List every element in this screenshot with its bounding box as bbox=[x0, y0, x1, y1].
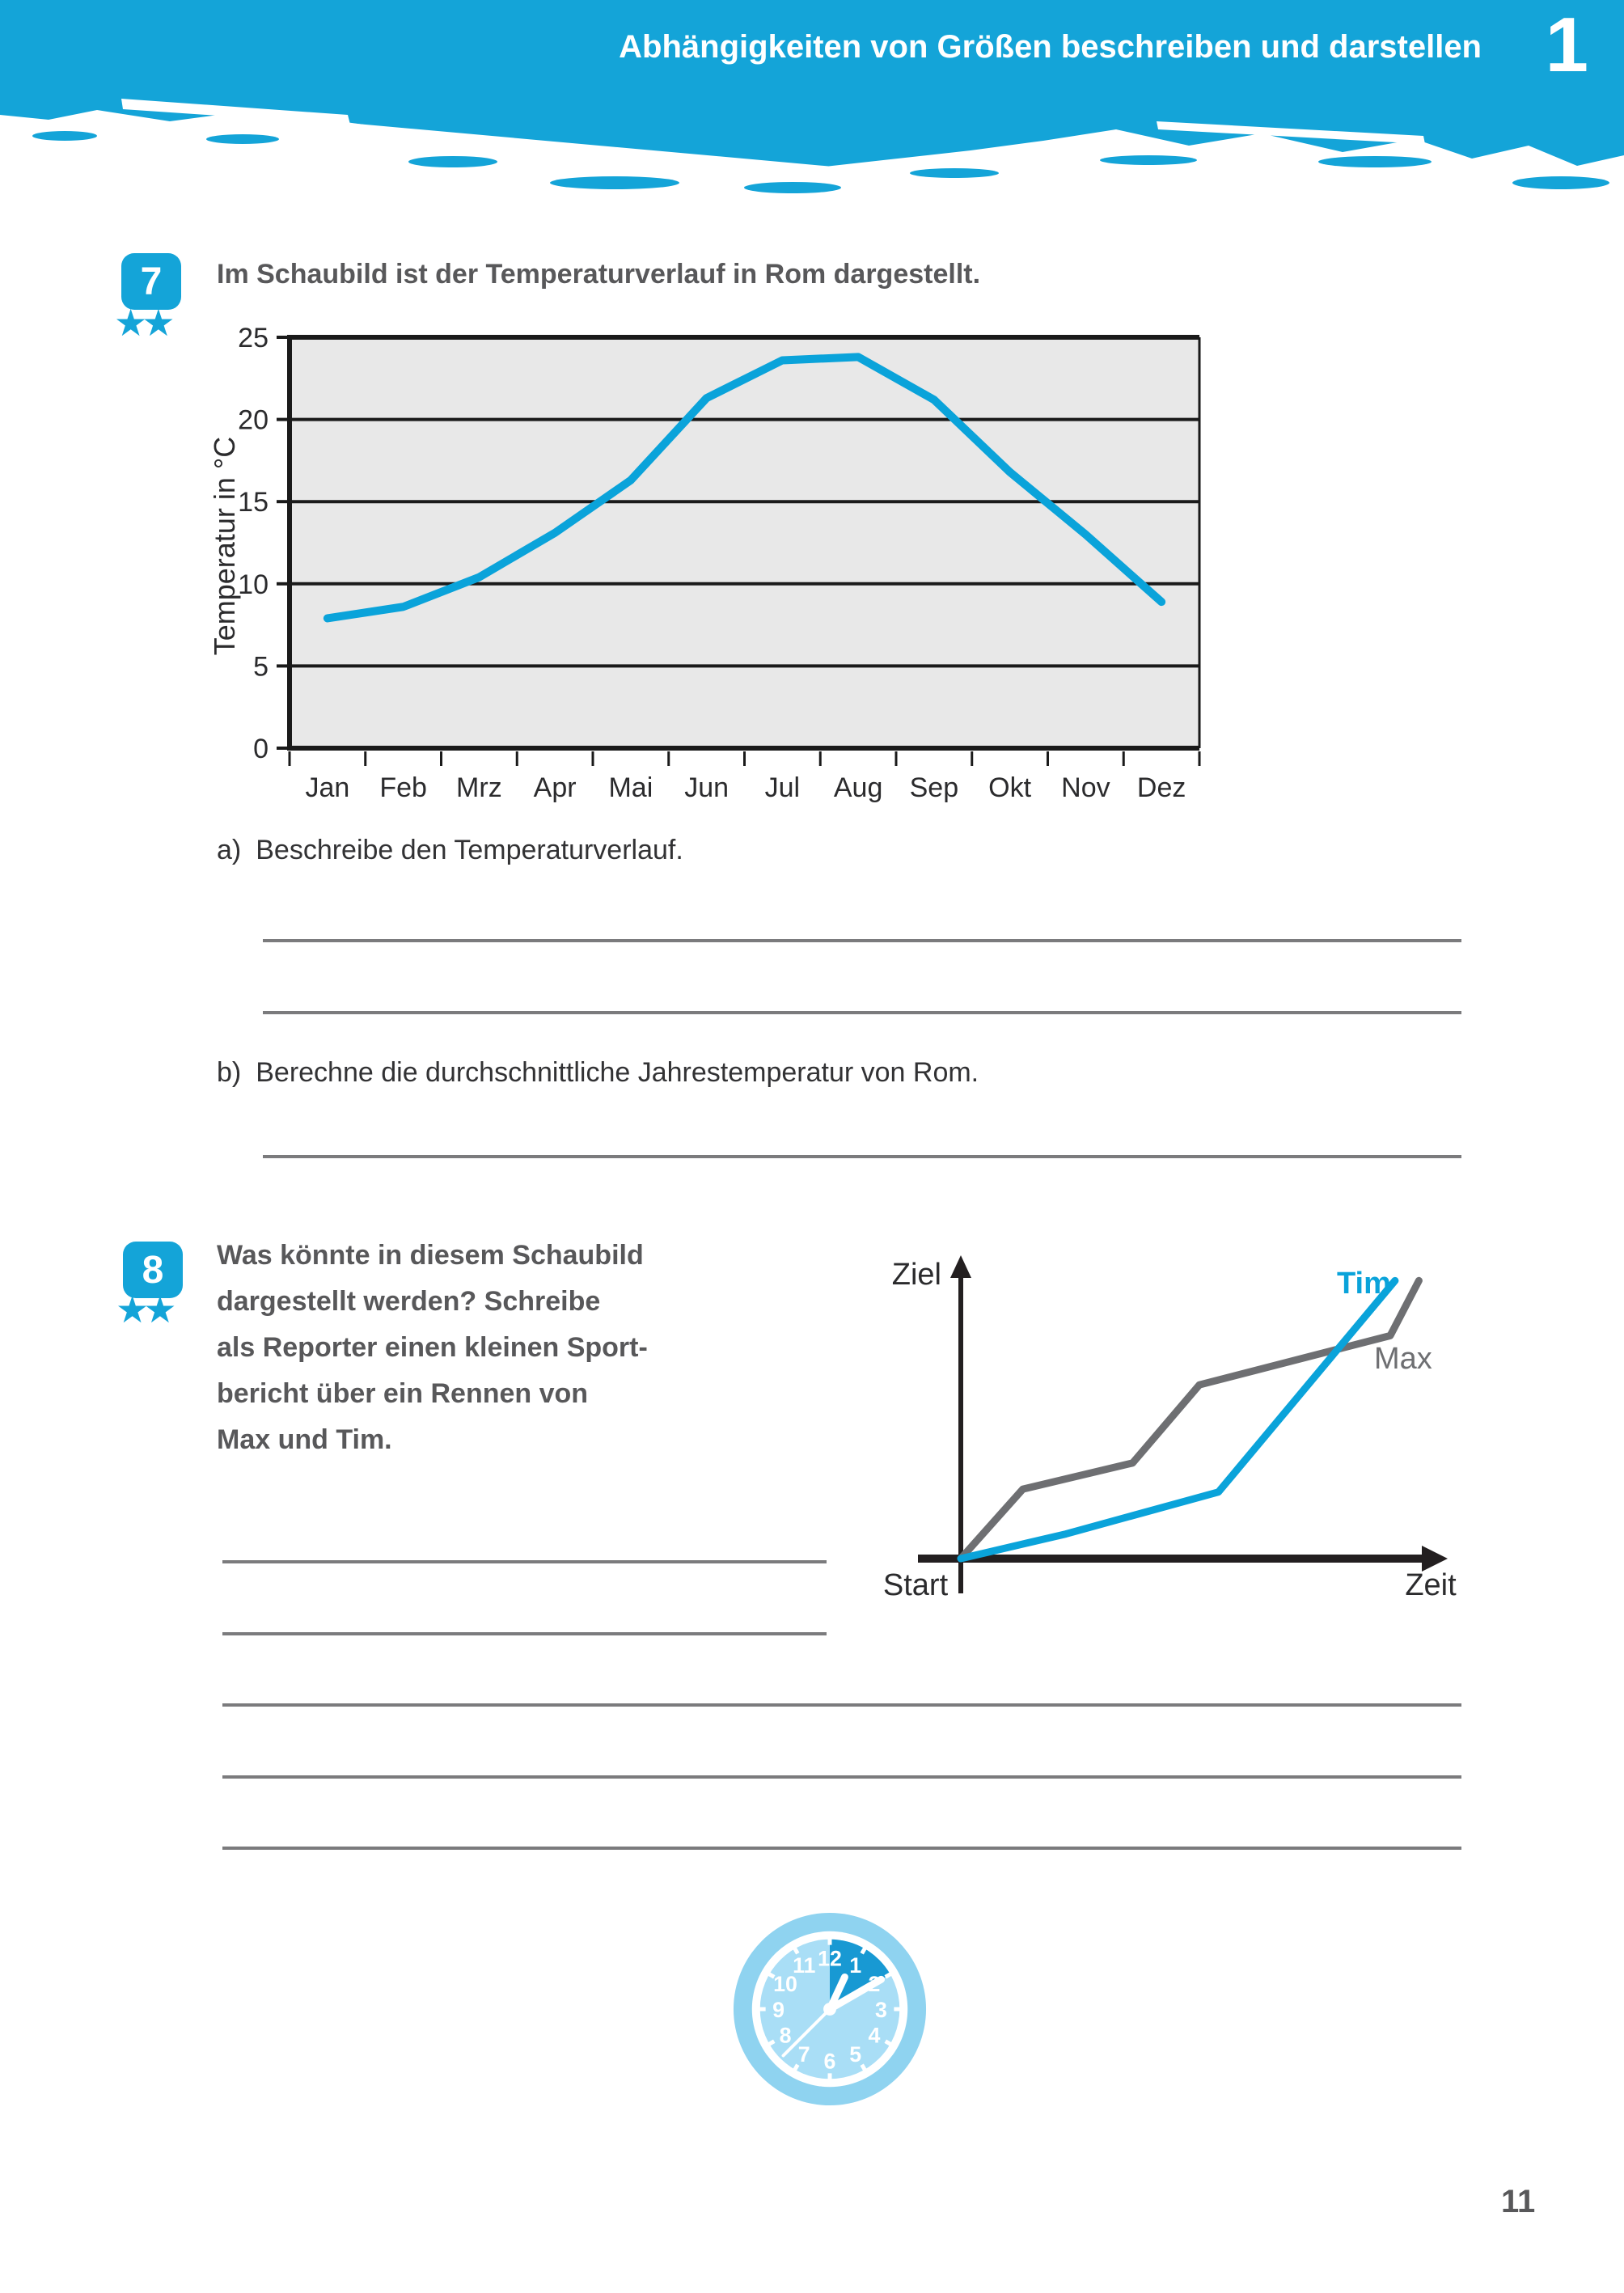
svg-text:7: 7 bbox=[797, 2041, 810, 2067]
svg-text:Jul: Jul bbox=[764, 772, 801, 803]
svg-text:Okt: Okt bbox=[988, 772, 1032, 803]
temperature-line-chart bbox=[186, 319, 1254, 829]
svg-text:Temperatur in °C: Temperatur in °C bbox=[208, 436, 241, 656]
svg-text:Tim: Tim bbox=[1337, 1267, 1391, 1301]
race-distance-time-chart bbox=[857, 1213, 1504, 1634]
task8-text bbox=[217, 1233, 648, 1463]
svg-text:Aug: Aug bbox=[833, 772, 883, 803]
task8-number: 8 bbox=[142, 1248, 164, 1292]
svg-text:Apr: Apr bbox=[533, 772, 577, 803]
task7-number: 7 bbox=[140, 260, 163, 303]
svg-text:Dez: Dez bbox=[1136, 772, 1186, 803]
svg-text:Jun: Jun bbox=[684, 772, 730, 803]
answer-line bbox=[222, 1632, 827, 1635]
svg-text:0: 0 bbox=[253, 734, 269, 764]
answer-line bbox=[222, 1560, 827, 1563]
svg-text:12: 12 bbox=[818, 1946, 842, 1971]
page-title: Abhängigkeiten von Größen beschreiben und darstellen bbox=[619, 29, 1482, 65]
clock-icon bbox=[730, 1909, 930, 2109]
svg-text:10: 10 bbox=[238, 569, 269, 600]
part-a-label: a) bbox=[217, 835, 242, 865]
svg-text:Max: Max bbox=[1374, 1342, 1432, 1376]
answer-line bbox=[222, 1775, 1461, 1779]
svg-text:Mrz: Mrz bbox=[456, 772, 502, 803]
task8-line: als Reporter einen kleinen Sport- bbox=[217, 1332, 648, 1363]
svg-text:Zeit: Zeit bbox=[1405, 1568, 1457, 1602]
task8-difficulty-stars bbox=[116, 1288, 171, 1331]
svg-text:Sep: Sep bbox=[909, 772, 959, 803]
chapter-number: 1 bbox=[1545, 2, 1588, 88]
part-a-text: Beschreibe den Temperaturverlauf. bbox=[256, 835, 683, 865]
task8-line: bericht über ein Rennen von bbox=[217, 1378, 589, 1409]
answer-line bbox=[263, 1011, 1461, 1014]
star-icon: ★ bbox=[142, 302, 170, 344]
answer-line bbox=[222, 1847, 1461, 1850]
svg-text:15: 15 bbox=[238, 487, 269, 518]
answer-line bbox=[263, 1155, 1461, 1158]
part-b-text: Berechne die durchschnittliche Jahrestemperatur von Rom. bbox=[256, 1057, 979, 1088]
answer-line bbox=[222, 1703, 1461, 1707]
svg-text:10: 10 bbox=[773, 1972, 797, 1997]
svg-text:Feb: Feb bbox=[379, 772, 427, 803]
svg-text:5: 5 bbox=[253, 651, 269, 683]
svg-text:25: 25 bbox=[238, 323, 269, 353]
svg-text:Start: Start bbox=[882, 1568, 949, 1602]
svg-text:1: 1 bbox=[849, 1952, 862, 1978]
svg-text:Mai: Mai bbox=[608, 772, 653, 803]
svg-text:3: 3 bbox=[875, 1997, 887, 2022]
task7-heading: Im Schaubild ist der Temperaturverlauf in Rom dargestellt. bbox=[217, 259, 981, 290]
svg-text:Ziel: Ziel bbox=[891, 1258, 941, 1292]
star-icon: ★ bbox=[143, 1288, 171, 1331]
header-band bbox=[0, 0, 1624, 198]
svg-text:9: 9 bbox=[772, 1997, 785, 2022]
svg-text:11: 11 bbox=[793, 1952, 816, 1978]
task7-part-b bbox=[217, 1057, 979, 1089]
svg-text:20: 20 bbox=[238, 404, 269, 436]
part-b-label: b) bbox=[217, 1057, 242, 1088]
task8-line: Was könnte in diesem Schaubild bbox=[217, 1240, 644, 1271]
svg-text:8: 8 bbox=[779, 2023, 792, 2048]
star-icon: ★ bbox=[114, 302, 142, 344]
star-icon: ★ bbox=[116, 1288, 144, 1331]
svg-text:Jan: Jan bbox=[305, 772, 350, 803]
task8-line: dargestellt werden? Schreibe bbox=[217, 1286, 601, 1317]
task8-line: Max und Tim. bbox=[217, 1424, 392, 1455]
task7-part-a bbox=[217, 835, 683, 866]
page-number: 11 bbox=[1501, 2184, 1536, 2219]
svg-text:4: 4 bbox=[868, 2023, 881, 2048]
svg-text:Nov: Nov bbox=[1061, 772, 1110, 803]
task7-difficulty-stars bbox=[114, 302, 170, 344]
svg-text:5: 5 bbox=[849, 2041, 862, 2067]
answer-line bbox=[263, 939, 1461, 942]
svg-text:6: 6 bbox=[823, 2049, 836, 2074]
